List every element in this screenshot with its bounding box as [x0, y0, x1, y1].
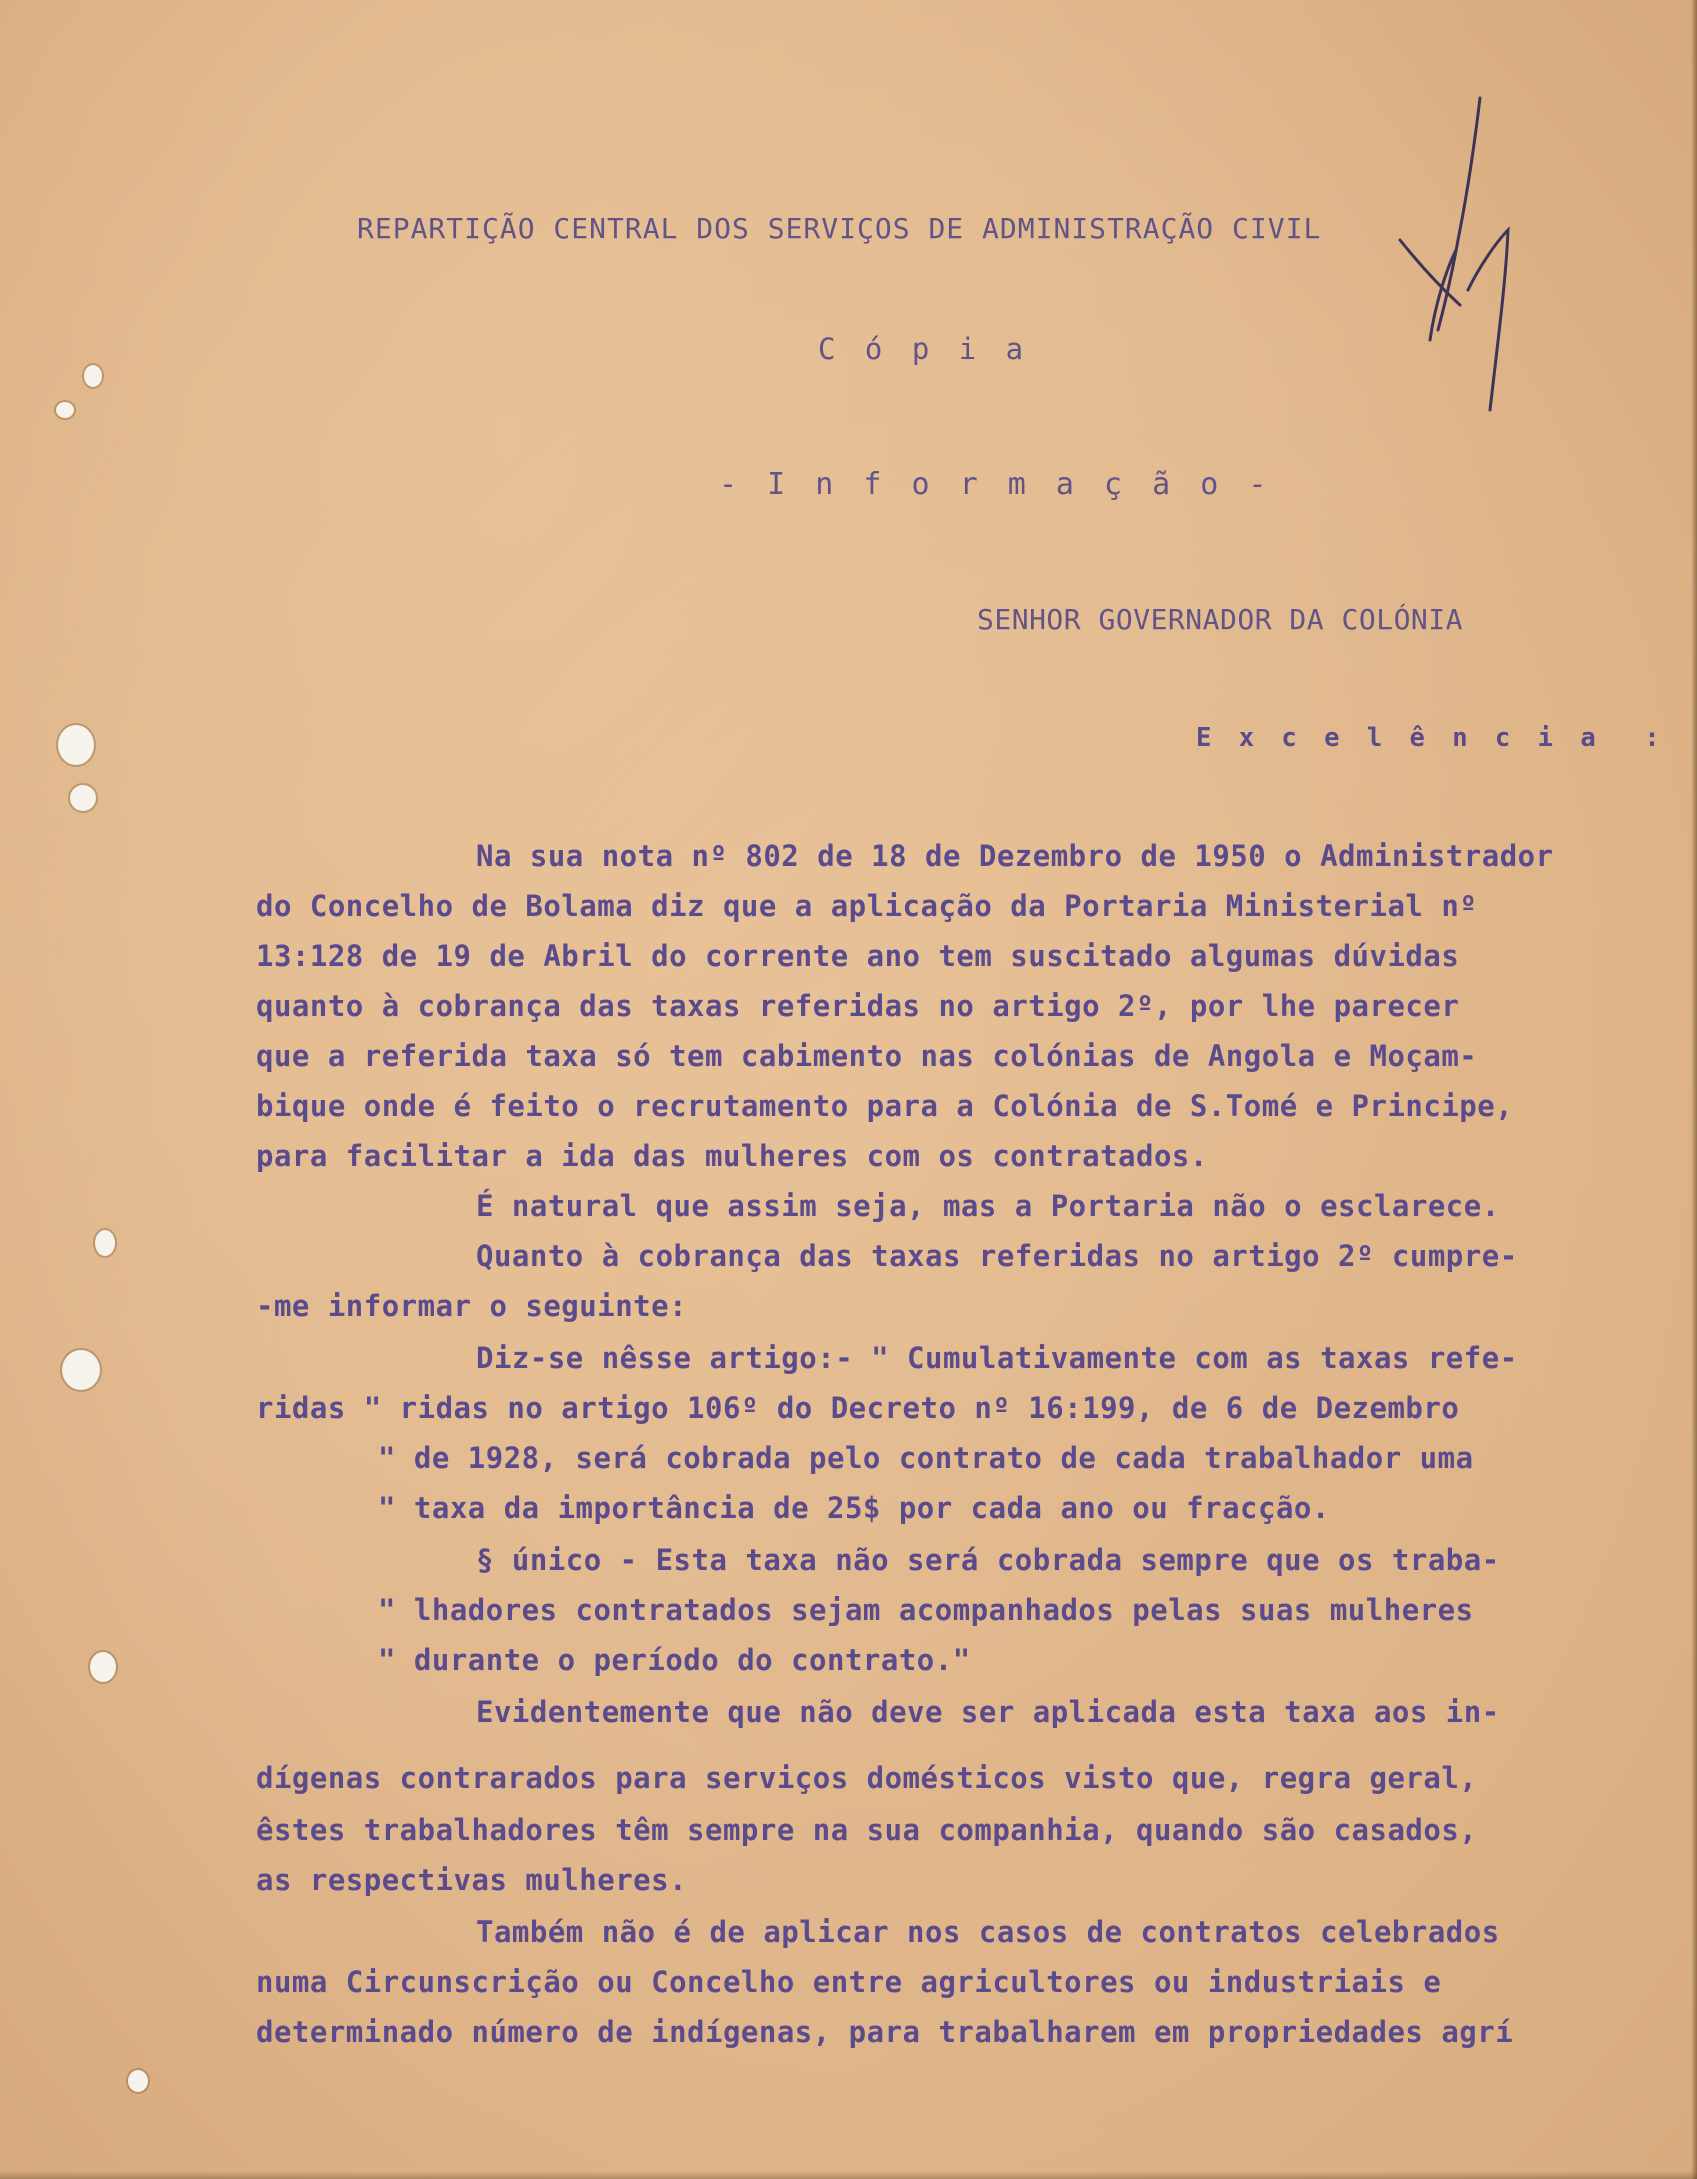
body-line: ridas " ridas no artigo 106º do Decreto nº 16:199, de 6 de Dezembro — [256, 1391, 1460, 1425]
body-line: " taxa da importância de 25$ por cada ano ou fracção. — [378, 1491, 1330, 1525]
department-heading: REPARTIÇÃO CENTRAL DOS SERVIÇOS DE ADMINISTRAÇÃO CIVIL — [357, 212, 1322, 245]
body-line: 13:128 de 19 de Abril do corrente ano tem suscitado algumas dúvidas — [256, 939, 1460, 973]
body-line: quanto à cobrança das taxas referidas no artigo 2º, por lhe parecer — [256, 989, 1460, 1023]
body-line: bique onde é feito o recrutamento para a Colónia de S.Tomé e Principe, — [256, 1089, 1514, 1123]
body-line: Evidentemente que não deve ser aplicada esta taxa aos in- — [476, 1695, 1500, 1729]
body-line: para facilitar a ida das mulheres com os contratados. — [256, 1139, 1208, 1173]
punch-hole — [84, 365, 102, 387]
body-line: " durante o período do contrato." — [378, 1643, 971, 1677]
body-line: Diz-se nêsse artigo:- " Cumulativamente com as taxas refe- — [476, 1341, 1518, 1375]
body-line: numa Circunscrição ou Concelho entre agricultores ou industriais e — [256, 1965, 1442, 1999]
body-line: as respectivas mulheres. — [256, 1863, 688, 1897]
information-title: - I n f o r m a ç ã o - — [719, 467, 1273, 502]
body-line: dígenas contrarados para serviços domésticos visto que, regra geral, — [256, 1761, 1478, 1795]
body-line: § único - Esta taxa não será cobrada sempre que os traba- — [476, 1543, 1500, 1577]
handwritten-initials — [1380, 90, 1530, 420]
body-line: determinado número de indígenas, para trabalharem em propriedades agrí — [256, 2015, 1514, 2049]
body-line: " lhadores contratados sejam acompanhados pelas suas mulheres — [378, 1593, 1474, 1627]
body-line: -me informar o seguinte: — [256, 1289, 688, 1323]
body-line: É natural que assim seja, mas a Portaria não o esclarece. — [476, 1189, 1500, 1223]
body-line: que a referida taxa só tem cabimento nas colónias de Angola e Moçam- — [256, 1039, 1478, 1073]
page-edge-shadow — [1691, 0, 1697, 2179]
punch-hole — [58, 725, 94, 765]
punch-hole — [90, 1652, 116, 1682]
punch-hole — [62, 1350, 100, 1390]
copy-title: C ó p i a — [818, 332, 1030, 366]
body-line: Também não é de aplicar nos casos de contratos celebrados — [476, 1915, 1500, 1949]
punch-hole — [95, 1230, 115, 1256]
punch-hole — [128, 2070, 148, 2092]
body-line: do Concelho de Bolama diz que a aplicação da Portaria Ministerial nº — [256, 889, 1478, 923]
punch-hole — [70, 785, 96, 811]
body-line: " de 1928, será cobrada pelo contrato de cada trabalhador uma — [378, 1441, 1474, 1475]
salutation: E x c e l ê n c i a : — [1196, 723, 1666, 753]
body-line: êstes trabalhadores têm sempre na sua companhia, quando são casados, — [256, 1813, 1478, 1847]
punch-hole — [56, 402, 74, 418]
page-bottom-shadow — [0, 2171, 1697, 2179]
addressee-line: SENHOR GOVERNADOR DA COLÓNIA — [977, 603, 1464, 636]
body-line: Quanto à cobrança das taxas referidas no artigo 2º cumpre- — [476, 1239, 1518, 1273]
body-line: Na sua nota nº 802 de 18 de Dezembro de 1950 o Administrador — [476, 839, 1554, 873]
